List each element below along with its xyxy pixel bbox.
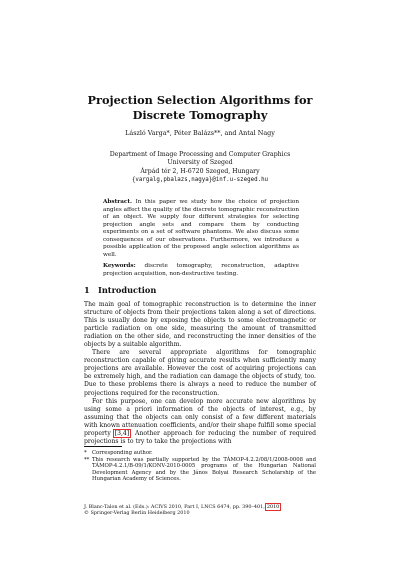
affiliation-block <box>40 151 360 184</box>
footnote-divider <box>84 446 122 447</box>
citation-link[interactable]: [3,4] <box>114 429 130 437</box>
author-list: László Varga*, Péter Balázs**, and Antal Nagy <box>125 129 275 137</box>
copyright-line: © Springer-Verlag Berlin Heidelberg 2010 <box>84 510 190 517</box>
affiliation-university: University of Szeged <box>167 159 233 167</box>
footnote-1 <box>84 450 316 457</box>
footnote-1-text: Corresponding author. <box>92 450 153 456</box>
abstract-label: Abstract. <box>103 199 132 205</box>
section-title: Introduction <box>98 285 157 295</box>
keywords-label: Keywords: <box>103 263 136 269</box>
author-emails: {vargalg,pbalazs,nagya}@inf.u-szeged.hu <box>131 176 269 183</box>
citation-year-link[interactable]: 2010 <box>266 504 280 510</box>
footnote-1-mark: * <box>84 450 87 456</box>
affiliation-address: Árpád tér 2, H-6720 Szeged, Hungary <box>140 167 260 175</box>
footnote-2-text: This research was partially supported by the TÁMOP-4.2.2/08/1/2008-0008 and TÁMOP-4.2.1/B-09/1/KONV-2010-0005 programs of the Hungarian National Development Agency and by the János Bolyai Research Scholarship of the Hungarian Academy of Sciences. <box>92 456 316 483</box>
body-paragraph-3-start: For this purpose, one can develop more accurate new algorithms by using some a priori information of the objects of interest, e.g., by assuming that the objects can only consist of a few different materials with known attenuation coefficients, and/or their shape fulfill some special property <box>84 397 316 437</box>
keywords-paragraph <box>103 263 299 278</box>
abstract-text: In this paper we study how the choice of projection angles affect the quality of the discrete tomographic reconstruction of an object. We supply four different strategies for selecting projection angle sets and compare them by conducting experiments on a set of software phantoms. We also discuss some consequences of our observations. Furthermore, we introduce a possible application of the proposed angle selection algorithms as well. <box>103 199 299 258</box>
affiliation-department: Department of Image Processing and Computer Graphics <box>109 151 291 158</box>
footnote-2 <box>84 457 316 483</box>
body-paragraph-3 <box>84 398 316 446</box>
abstract-block <box>103 199 299 278</box>
section-heading <box>84 285 156 295</box>
body-paragraph-1: The main goal of tomographic reconstruction is to determine the inner structure of objects from their projections taken along a set of directions. This is usually done by exposing the objects to some electromagnetic or particle radiation on one side, measuring the amount of transmitted radiation on the other side, and reconstructing the inner densities of the objects by a suitable algorithm. <box>84 301 316 349</box>
citation-line-end: . <box>279 504 282 510</box>
section-number: 1 <box>84 285 90 295</box>
footnote-2-mark: ** <box>84 456 90 463</box>
paper-title: Projection Selection Algorithms for Discrete Tomography <box>87 93 313 122</box>
citation-line-start: J. Blanc-Talon et al. (Eds.): ACIVS 2010, Part I, LNCS 6474, pp. 390–401, <box>84 504 267 510</box>
bibliographic-info <box>84 504 316 517</box>
body-text <box>84 301 316 446</box>
footnotes-block <box>84 450 316 483</box>
body-paragraph-3-end: . Another approach for reducing the number of required projections is to try to take the projections with <box>84 429 317 445</box>
body-paragraph-2: There are several appropriate algorithms for tomographic reconstruction capable of giving accurate results when sufficiently many projections are available. However the cost of acquiring projections can be extremely high, and the radiation can damage the objects of study, too. Due to these problems there is always a need to reduce the number of projections required for the reconstruction. <box>84 349 316 397</box>
abstract-paragraph <box>103 199 299 259</box>
keywords-text: discrete tomography, reconstruction, adaptive projection acquisition, non-destructive testing. <box>103 263 299 277</box>
